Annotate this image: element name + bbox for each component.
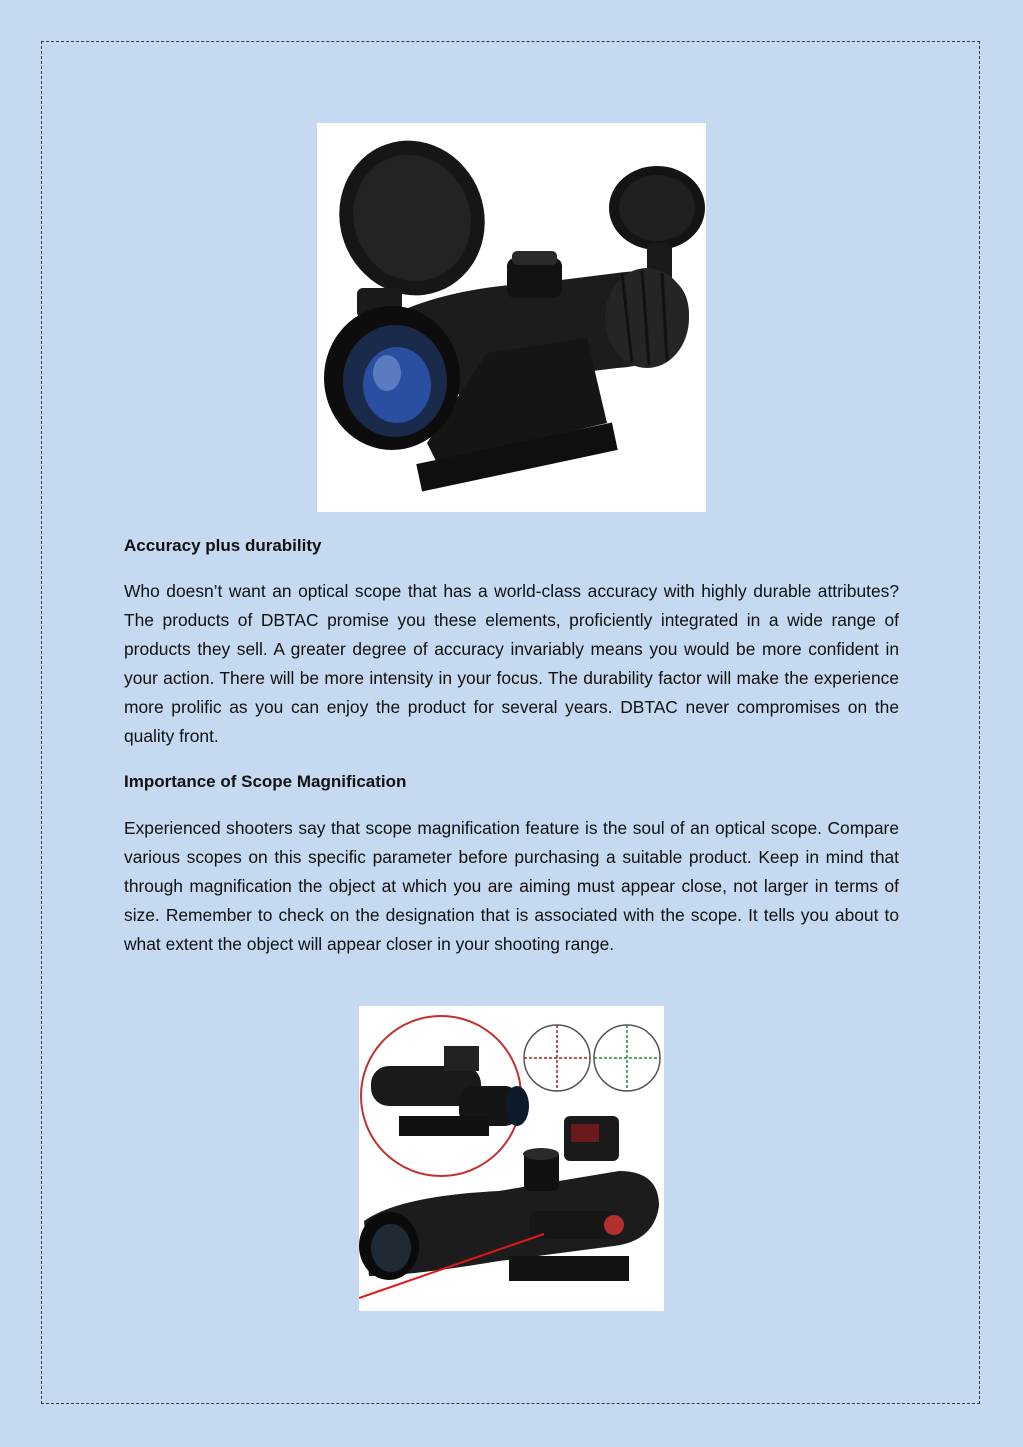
scope-photo-1 — [317, 123, 706, 512]
laser-scope-icon — [359, 1006, 664, 1311]
section-body-magnification: Experienced shooters say that scope magnification feature is the soul of an optical scope. Compare various scopes on this specific parameter before purchasing a suitable product. Keep in mind that through magnification the object at which you are aiming must appear close, not larger in terms of size. Remember to check on the designation that is associated with the scope. It tells you about to what extent the object will appear closer in your shooting range. — [124, 818, 899, 954]
section-heading-magnification: Importance of Scope Magnification — [124, 772, 407, 791]
section-body-accuracy: Who doesn’t want an optical scope that has a world-class accuracy with highly durable attributes? The products of DBTAC promise you these elements, proficiently integrated in a wide range of products they sell. A greater degree of accuracy invariably means you would be more confident in your action. There will be more intensity in your focus. The durability factor will make the experience more prolific as you can enjoy the product for several years. DBTAC never compromises on the quality front. — [124, 581, 899, 746]
scope-photo-2 — [359, 1006, 664, 1311]
rifle-scope-icon — [317, 123, 706, 512]
section-heading-accuracy: Accuracy plus durability — [124, 536, 322, 555]
